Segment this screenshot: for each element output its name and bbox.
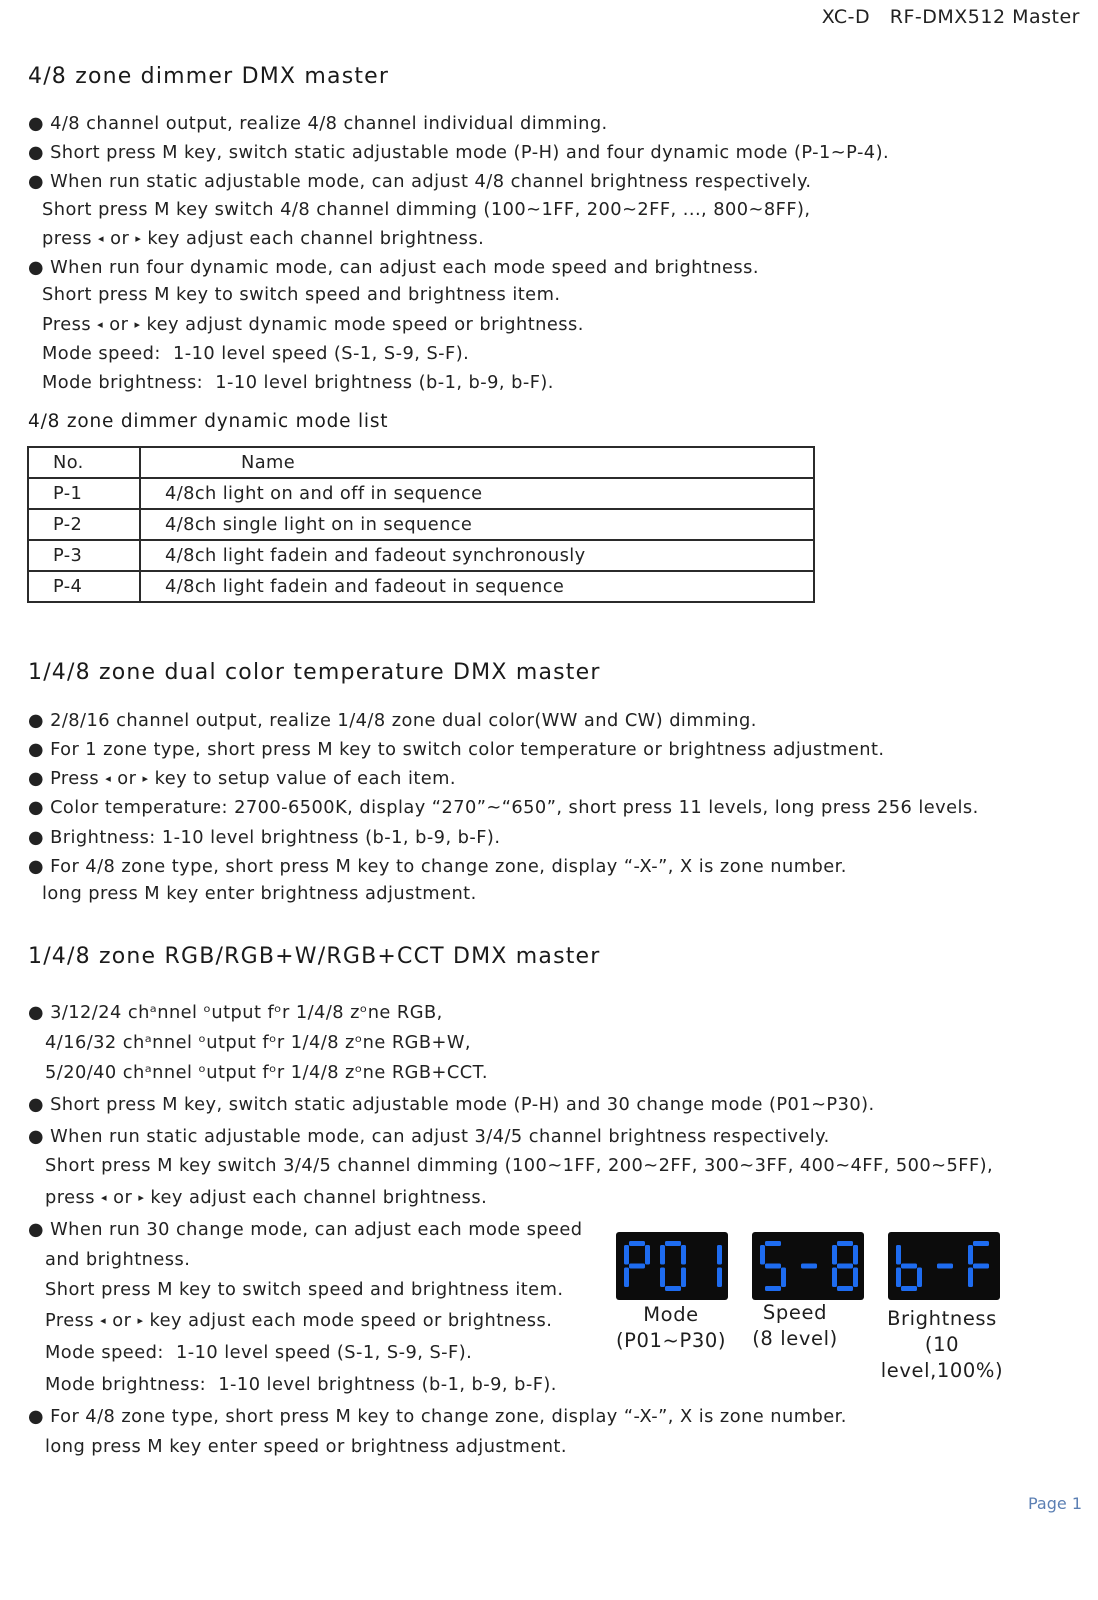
text-line: press ◂ or ▸ key adjust each channel brightness. [45,1187,488,1208]
text-line: ● When run 30 change mode, can adjust each mode speed [28,1219,583,1240]
table-row: P-3 4/8ch light fadein and fadeout synchronously [28,540,814,571]
text-line: and brightness. [45,1249,191,1270]
text-line: ● For 4/8 zone type, short press M key to change zone, display “-X-”, X is zone number. [28,1406,847,1427]
text-line: Short press M key to switch speed and brightness item. [42,284,561,305]
table-row: P-4 4/8ch light fadein and fadeout in sequence [28,571,814,602]
text-line: Mode brightness: 1-10 level brightness (b-1, b-9, b-F). [45,1374,557,1395]
section3-title: 1/4/8 zone RGB/RGB+W/RGB+CCT DMX master [28,944,601,969]
text-line: Mode speed: 1-10 level speed (S-1, S-9, S-F). [45,1342,473,1363]
lcd-digits [892,1240,996,1292]
table-title: 4/8 zone dimmer dynamic mode list [28,411,389,432]
text-line: long press M key enter brightness adjustment. [42,883,477,904]
text-line: ● 2/8/16 channel output, realize 1/4/8 zone dual color(WW and CW) dimming. [28,710,757,731]
text-line: ● 4/8 channel output, realize 4/8 channel individual dimming. [28,113,608,134]
text-line: ● When run static adjustable mode, can adjust 4/8 channel brightness respectively. [28,171,812,192]
text-line: Short press M key switch 3/4/5 channel dimming (100~1FF, 200~2FF, 300~3FF, 400~4FF, 500~5FF), [45,1155,994,1176]
text-line: Mode speed: 1-10 level speed (S-1, S-9, S-F). [42,343,470,364]
table-row: P-1 4/8ch light on and off in sequence [28,478,814,509]
text-line: ● Brightness: 1-10 level brightness (b-1, b-9, b-F). [28,827,501,848]
mode-list-table [27,446,815,603]
caption-brightness: Brightness (10 level,100%) [880,1307,1004,1382]
text-line: Press ◂ or ▸ key adjust dynamic mode speed or brightness. [42,314,584,335]
text-line: Short press M key switch 4/8 channel dimming (100~1FF, 200~2FF, ..., 800~8FF), [42,199,811,220]
lcd-digits [756,1240,860,1292]
left-arrow-icon: ◂ [98,232,105,245]
table-row: P-2 4/8ch single light on in sequence [28,509,814,540]
right-arrow-icon: ▸ [134,318,141,331]
header-brand: XC-D RF-DMX512 Master [821,6,1080,28]
text-line: ● Press ◂ or ▸ key to setup value of each item. [28,768,457,789]
text-line: ● For 4/8 zone type, short press M key to change zone, display “-X-”, X is zone number. [28,856,847,877]
text-line: ● When run static adjustable mode, can adjust 3/4/5 channel brightness respectively. [28,1126,830,1147]
left-arrow-icon: ◂ [101,1191,108,1204]
text-line: 4/16/32 chᵃnnel ᵒutput fᵒr 1/4/8 zᵒne RGB+W, [45,1032,472,1053]
text-line: ● For 1 zone type, short press M key to switch color temperature or brightness adjustment. [28,739,885,760]
page-number: Page 1 [1028,1494,1082,1513]
right-arrow-icon: ▸ [142,772,149,785]
header-no: No. [28,447,140,478]
right-arrow-icon: ▸ [138,1191,145,1204]
text-line: long press M key enter speed or brightness adjustment. [45,1436,567,1457]
left-arrow-icon: ◂ [97,318,104,331]
text-line: ● 3/12/24 chᵃnnel ᵒutput fᵒr 1/4/8 zᵒne RGB, [28,1002,443,1023]
lcd-display-brightness [888,1232,1000,1300]
right-arrow-icon: ▸ [135,232,142,245]
text-line: ● Color temperature: 2700-6500K, display “270”~“650”, short press 11 levels, long press 256 levels. [28,797,979,818]
text-line: ● When run four dynamic mode, can adjust each mode speed and brightness. [28,257,759,278]
caption-speed: Speed (8 level) [752,1301,838,1350]
lcd-display-speed [752,1232,864,1300]
section1-title: 4/8 zone dimmer DMX master [28,64,390,89]
lcd-digits [620,1240,724,1292]
right-arrow-icon: ▸ [137,1314,144,1327]
left-arrow-icon: ◂ [100,1314,107,1327]
text-line: Short press M key to switch speed and brightness item. [45,1279,564,1300]
text-line: Press ◂ or ▸ key adjust each mode speed or brightness. [45,1310,553,1331]
caption-mode: Mode (P01~P30) [615,1303,727,1352]
text-line: ● Short press M key, switch static adjustable mode (P-H) and 30 change mode (P01~P30). [28,1094,875,1115]
lcd-display-mode [616,1232,728,1300]
text-line: 5/20/40 chᵃnnel ᵒutput fᵒr 1/4/8 zᵒne RGB+CCT. [45,1062,488,1083]
text-line: ● Short press M key, switch static adjustable mode (P-H) and four dynamic mode (P-1~P-4). [28,142,890,163]
section2-title: 1/4/8 zone dual color temperature DMX master [28,660,601,685]
text-line: press ◂ or ▸ key adjust each channel brightness. [42,228,485,249]
table-header-row [28,447,814,478]
text-line: Mode brightness: 1-10 level brightness (b-1, b-9, b-F). [42,372,554,393]
header-name: Name [140,447,814,478]
left-arrow-icon: ◂ [105,772,112,785]
